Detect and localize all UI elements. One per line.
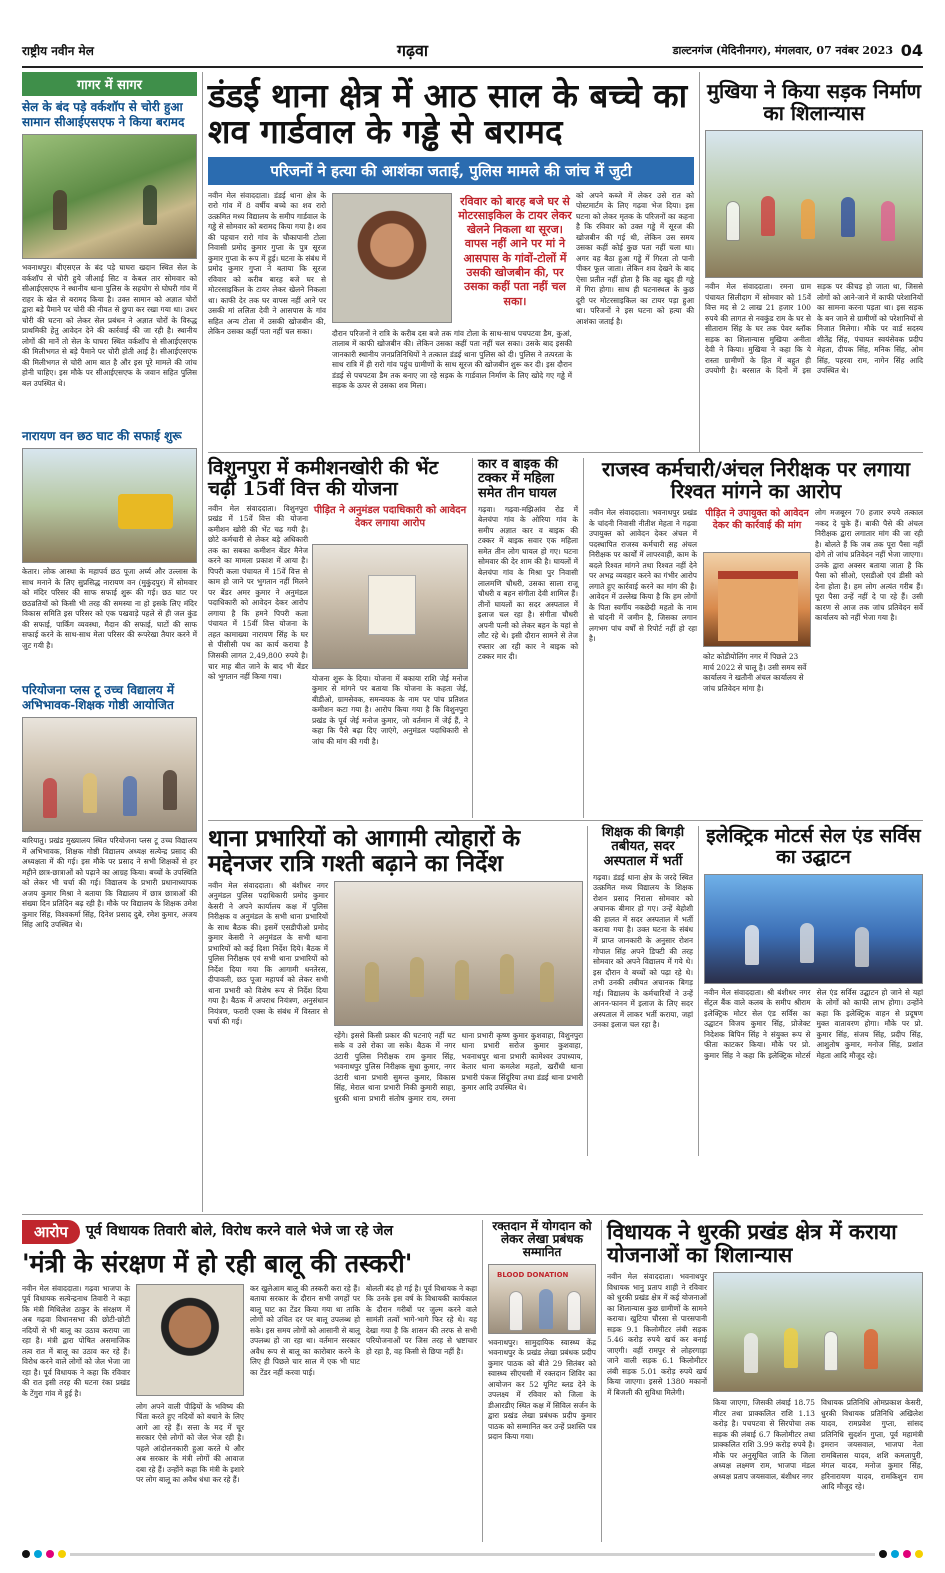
column-divider xyxy=(202,72,203,1212)
lead-body-col3: को अपने कब्जे में लेकर उसे रात को पोस्टमार्टम के लिए गढ़वा भेज दिया। इस घटना को लेकर मृतक के परिजनों का कहना है कि रविवार को उक्त गड्ढे में सूरज की खोजबीन की गई थी, लेकिन उस समय उसका कहीं कोई कुछ पता नहीं चला था। अगर वह बैठा हुआ गड्ढे में गिरता तो पानी पीकर फूल जाता। लेकिन शव देखने के बाद ऐसा प्रतीत नहीं होता है कि वह खुद ही गड्ढे में गिरा होगा। साथ ही घटनास्थल के कुछ दूरी पर मोटरसाइकिल का टायर पड़ा हुआ था। परिजनों ने इस घटना को हत्या की आशंका जताई है। xyxy=(576,190,694,326)
story-electric xyxy=(704,826,923,1156)
person-figure xyxy=(726,201,740,241)
person-figure xyxy=(800,923,814,963)
column-divider xyxy=(587,826,588,1156)
story-headline: राजस्व कर्मचारी/अंचल निरीक्षक पर लगाया रिश्वत मांगने का आरोप xyxy=(601,457,911,503)
person-figure xyxy=(841,197,855,237)
color-swatch xyxy=(46,1550,54,1558)
story-headline: परियोजना प्लस टू उच्च विद्यालय में अभिभावक-शिक्षक गोष्ठी आयोजित xyxy=(22,683,175,712)
photo-road-foundation xyxy=(705,130,923,278)
person-figure xyxy=(784,1328,798,1368)
story-body: लोग अपने वाली पीढ़ियों के भविष्य की चिंता करते हुए नदियों को बचाने के लिए आगे आ रहे हैं। सत्ता के मद में चूर सरकार ऐसे लोगों को जेल भेज रही है। पहले आंदोलनकारी हुआ करते थे और अब सरकार के मंत्री लोगों की आवाज दबा रहे हैं। उन्होंने कहा कि मंत्री के इशारे पर लोग बालू का अवैध धंधा कर रहे हैं। xyxy=(136,1401,244,1485)
person-figure xyxy=(43,778,57,818)
color-swatch xyxy=(22,1550,30,1558)
story-headline: विशुनपुरा में कमीशनखोरी की भेंट चढ़ी 15वीं वित्त की योजना xyxy=(208,457,439,500)
story-night-patrol xyxy=(208,826,583,1156)
person-figure xyxy=(410,957,424,997)
story-body: बोलती बंद हो गई है। पूर्व विधायक ने कहा कि उनके इस वर्ष के विधायकी कार्यकाल के दौरान गरीबों पर जुल्म करने वाले सामंती तत्वों भागे-भागे फिर रहे थे। यह देखा गया है कि शासन की तरफ से सभी परियोजनाओं पर जिस तरह से भ्रष्टाचार हो रहा है, वह किसी से छिपा नहीं है। xyxy=(366,1283,477,1356)
person-figure xyxy=(365,962,379,1002)
kicker-gagar-mein-sagar: गागर में सागर xyxy=(22,72,197,96)
story-body: नवीन मेल संवाददाता। विशुनपुरा प्रखंड में 15वें वित्त की योजना कमीशन खोरी की भेंट चढ़ गयी है। छोटे कर्मचारी से लेकर बड़े अधिकारी तक का सबका कमीशन बेंडर मैनेज करने का मामला प्रकाश में आया है। पिपरी कला पंचायत में 15वें वित्त से काम हो जाने पर भुगतान नहीं मिलने पर बेंडर अमर कुमार ने अनुमंडल पदाधिकारी को आवेदन देकर आरोप लगाया है कि हमने पिपरी कला पंचायत में 15वीं वित्त योजना के तहत कामाख्या नारायण सिंह के घर से पीसीसी पथ का कार्य कराया है जिसकी लागत 2,49,800 रुपये है। चार माह बीत जाने के बाद भी बेंडर को भुगतान नहीं किया गया। xyxy=(208,503,308,682)
photo-victim-boy xyxy=(332,193,452,323)
photo-felicitation xyxy=(488,1264,596,1334)
story-headline: नारायण वन छठ घाट की सफाई शुरू xyxy=(22,429,182,443)
color-swatch xyxy=(879,1550,887,1558)
person-figure xyxy=(540,962,554,1002)
story-night-patrol-body xyxy=(208,881,583,1149)
photo-showroom-inauguration xyxy=(704,874,923,984)
story-body: कर खुलेआम बालू की तस्करी करा रहे हैं। बताया सरकार के दौरान सभी जगहों पर बालू घाट का टेंडर किया गया था ताकि लोगों को उचित दर पर बालू उपलब्ध हो सके। इस समय लोगों को आसानी से बालू उपलब्ध हो जा रहा था। वर्तमान सरकार अवैध रूप से बालू का कारोबार करने के लिए ही पिछले चार साल में एक भी घाट का टेंडर नहीं करवा पाई। xyxy=(250,1283,360,1377)
story-body: भवनाथपुर। बीएसएल के बंद पड़े घाघरा खदान स्थित सेल के वर्कशॉप से चोरी हुये जीआई सिट व केबल तार सोमवार को सीआईएसएफ ने स्थानीय थाना पुलिस के सहयोग से घोघरी गांव में राहर के खेत से बरामद किया है। उक्त सामान को अज्ञात चोरों द्वारा बड़े पैमाने पर चोरी की नीयत से छुपा कर रखा गया था। उधर चोरी की घटना को लेकर सेल प्रबंधन ने अज्ञात चोरों के विरुद्ध प्राथमिकी हेतु आवेदन देने की कार्रवाई की जा रही है। स्थानीय लोगों की मानें तो सेल के घाघरा स्थित वर्कशॉप से सीआईएसएफ की मिलीभगत से बड़े पैमाने पर चोरी होती आई है। सीआईएसएफ की मिलीभगत से चोरी आम बात है और इस पूरे मामले की जांच होनी चाहिए। इस मौके पर सीआईएसएफ के जवान सहित पुलिस बल उपस्थित थे। xyxy=(22,263,197,388)
page-number: 04 xyxy=(900,40,923,60)
row-divider xyxy=(22,1214,923,1215)
person-figure xyxy=(744,1333,758,1373)
story-body: गढ़वा। डंडई थाना क्षेत्र के जरदे स्थित उत्क्रमित मध्य विद्यालय के शिक्षक रोशन प्रसाद निराला सोमवार को अचानक बीमार हो गए। उन्हें बेहोशी की हालत में सदर अस्पताल में भर्ती कराया गया है। उक्त घटना के संबंध में प्राप्त जानकारी के अनुसार रोशन गोपाल सिंह अपने डिफ्टी की तरह सोमवार को अपने विद्यालय में गये थे। इस दौरान वे बच्चों को पढ़ा रहे थे। तभी उनकी तबीयत अचानक बिगड़ गई। विद्यालय के कर्मचारियों ने उन्हें आनन-फानन में इलाज के लिए सदर अस्पताल में लाकर भर्ती कराया, जहां उनका इलाज चल रहा है। xyxy=(593,872,693,1030)
row-divider xyxy=(208,452,923,453)
person-figure xyxy=(509,1291,523,1331)
person-figure xyxy=(567,1291,581,1331)
story-body: किया जाएगा, जिसकी लंबाई 18.75 मीटर तथा प्राक्कलित राशि 1.13 करोड़ है। पचपटवा से सिरपोचा तक सड़क की लंबाई 6.7 किलोमीटर तथा प्राक्कलित राशि 3.99 करोड़ रुपये है। मौके पर अनुसूचित जाति के जिला अध्यक्ष लक्ष्मण राम, भाजपा मंडल अध्यक्ष प्रताप जयसवाल, बंशीधर नगर xyxy=(713,1398,815,1481)
column-divider xyxy=(482,1220,483,1542)
photo-complainant xyxy=(312,544,468,669)
photo-police-meeting xyxy=(334,881,583,1026)
document-shape xyxy=(368,575,416,635)
excavator-shape xyxy=(118,494,173,529)
building-shape xyxy=(718,571,798,641)
story-body: नवीन मेल संवाददाता। श्री बंशीधर नगर अनुमंडल पुलिस पदाधिकारी प्रमोद कुमार केसरी ने अपने कार्यालय कक्ष में पुलिस निरीक्षक व अनुमंडल के सभी थाना प्रभारियों के साथ बैठक की। इसमें एसडीपीओ प्रमोद कुमार केसरी ने अनुमंडल के सभी थाना प्रभारियों को कई दिशा निर्देश दिये। बैठक में पुलिस निरीक्षक एवं सभी थाना प्रभारियों को निर्देश दिया गया कि आगामी धनतेरस, दीपावली, छठ पूजा महापर्व को लेकर सभी थाना प्रभारी को विशेष रूप से निर्देश दिया गया है। बैठक में अपराध नियंत्रण, अनुसंधान नियंत्रण, फरारी एक्स के संबंध में विस्तार से चर्चा की गई। xyxy=(208,880,328,1027)
column-divider xyxy=(601,1220,602,1542)
photo-chhath-ghat xyxy=(22,448,197,563)
newspaper-brand: राष्ट्रीय नवीन मेल xyxy=(22,43,94,58)
story-callout: पीड़ित ने उपायुक्त को आवेदन देकर की कार्रवाई की मांग xyxy=(705,508,809,532)
story-headline: मुखिया ने किया सड़क निर्माण का शिलान्यास xyxy=(706,79,921,125)
left-column xyxy=(22,72,197,1212)
story-minister xyxy=(22,1220,477,1542)
story-headline: इलेक्ट्रिक मोटर्स सेल एंड सर्विस का उद्घाटन xyxy=(706,825,921,868)
story-blood-donation xyxy=(488,1220,596,1542)
story-mla xyxy=(607,1220,923,1542)
person-figure xyxy=(745,925,759,965)
person-figure xyxy=(801,199,815,239)
story-subhead: पूर्व विधायक तिवारी बोले, विरोध करने वाले भेजे जा रहे जेल xyxy=(85,1223,394,1240)
story-body: नवीन मेल संवाददाता। रमना ग्राम पंचायत सिलीदाग में सोमवार को 15वें वित्त मद से 2 लाख 21 हजार 100 रुपये की लागत से नवकुंड राम के घर से सीताराम सिंह के घर तक पेवर ब्लॉक सड़क का शिलान्यास मुखिया अनीता देवी ने किया। मुखिया ने कहा कि ये रास्ता ग्रामीणों के हित में बहुत ही उपयोगी है। बरसात के दिनों में इस सड़क पर कीचड़ हो जाता था, जिससे लोगों को आने-जाने में काफी परेशानियों का सामना करना पड़ता था। इस सड़क के बन जाने से ग्रामीणों को परेशानियों से निजात मिलेगा। मौके पर वार्ड सदस्य शीतेंद्र सिंह, पंचायत स्वयंसेवक प्रदीप मेहता, दीपक सिंह, मनिक सिंह, ओम सिंह, पहरवा राम, नागेन सिंह आदि उपस्थित थे। xyxy=(705,282,923,376)
story-mla-body xyxy=(607,1272,923,1534)
story-body: विधायक प्रतिनिधि ओमप्रकाश केसरी, धुरकी विधायक प्रतिनिधि अखिलेश यादव, रामप्रवेश गुप्ता, सांसद प्रतिनिधि सुदर्शन गुप्ता, पूर्व महामंत्री इमरान जयसवाल, भाजपा नेता रामबिलास यादव, शशि कमलापुरी, मंगल यादव, मनोज कुमार सिंह, हरिनारायण यादव, रामकिशुन राम आदि मौजूद रहे। xyxy=(821,1398,923,1492)
story-callout: पीड़ित ने अनुमंडल पदाधिकारी को आवेदन देकर लगाया आरोप xyxy=(313,504,467,529)
column-divider xyxy=(699,72,700,452)
story-body: नवीन मेल संवाददाता। भवनाथपुर विधायक भानु प्रताप शाही ने रविवार को धुरकी प्रखंड क्षेत्र में कई योजनाओं का शिलान्यास कुछ ग्रामीणों के सामने कराया। खुटिया चौरसा से पारसपानी सड़क 9.1 किलोमीटर लंबी सड़क 5.46 करोड़ रुपये खर्च कर बनाई जाएगी। वहीं रामपुर से लोहरगाड़ा जाने वाली सड़क 6.1 किलोमीटर लंबी सड़क 5.01 करोड़ रुपये खर्च किया जाएगा। इससे 1380 मकानों में बिजली की सुविधा मिलेगी। xyxy=(607,1272,707,1397)
person-figure xyxy=(864,1329,878,1369)
story-body: लोग मजबूरन 70 हजार रुपये तत्काल नकद दे चुके हैं। बाकी पैसे की अंचल निरीक्षक द्वारा लगातार मांग की जा रही है। बोलते हैं कि जब तक पूरा पैसा नहीं दोगे तो जांच प्रतिवेदन नहीं भेजा जाएगा। उनके द्वारा अक्सर बताया जाता है कि पैसा को सीओ, एसडीओ एवं डीसी को देना होता है। हम लोग अत्यंत गरीब हैं। पूरा पैसा उन्हें नहीं दे पा रहे हैं। उसी कारण से आज तक जांच प्रतिवेदन सर्वे कार्यालय को नहीं भेजा गया है। xyxy=(815,508,923,623)
story-headline: शिक्षक की बिगड़ी तबीयत, सदर अस्पताल में भर्ती xyxy=(601,825,685,869)
story-headline: थाना प्रभारियों को आगामी त्योहारों के मद्देनजर रात्रि गश्ती बढ़ाने का निर्देश xyxy=(208,825,521,878)
story-vishunpura-body xyxy=(208,504,468,804)
story-body: रहेंगे। इससे किसी प्रकार की घटनाएं नहीं घट सके व उसे रोका जा सके। बैठक में नगर उंटारी पुलिस निरीक्षक राम कुमार सिंह, भवनाथपुर पुलिस निरीक्षक सुधा कुमार, नगर उंटारी थाना प्रभारी सुमन्त कुमार, विकास सिंह, मेराल थाना प्रभारी निकी कुमारी साहा, धुरकी थाना प्रभारी संतोष कुमार राय, रमना थाना प्रभारी कृष्ण कुमार कुशवाहा, विशुनपुरा थाना प्रभारी सरोज कुमार कुशवाहा, भवनाथपुर थाना प्रभारी कामेश्वर उपाध्याय, केतार थाना कमलेश महतो, खरौंधी थाना प्रभारी पंकज सिंदूरिया तथा डंडई थाना प्रभारी कुमार आदि उपस्थित थे। xyxy=(334,1030,583,1103)
photo-banner-text: BLOOD DONATION xyxy=(497,1270,569,1279)
story-body: नवीन मेल संवाददाता। भवनाथपुर प्रखंड के चांदनी निवासी नीतीश मेहता ने गढ़वा उपायुक्त को आवेदन देकर अंचल में पदस्थापित राजस्व कर्मचारी सह अंचल निरीक्षक पर कार्यों में लापरवाही, काम के बदले रिश्वत मांगने तथा रिश्वत नहीं देने पर अभद्र व्यवहार करने का गंभीर आरोप लगाते हुए कार्रवाई करने का मांग की है। आवेदन में उल्लेख किया है कि हम लोगों के पिता स्वर्गीय नकछेदी महतो के नाम से चांदनी में जमीन है, जिसका लगान लगभग पांच वर्षों से रिपोर्ट नहीं हो रहा है। xyxy=(589,508,697,644)
person-figure xyxy=(455,960,469,1000)
story-body: भवनाथपुर। सामुदायिक स्वास्थ्य केंद्र भवनाथपुर के प्रखंड लेखा प्रबंधक प्रदीप कुमार पाठक को बीते 29 सितंबर को स्वास्थ्य सीएचसी में रक्तदान शिविर का आयोजन कर 52 यूनिट ब्लड देने के उपलक्ष्य में रविवार को जिला के डीआरडीए स्थित कक्ष में सिविल सर्जन के द्वारा प्रखंड लेखा प्रबंधक प्रदीप कुमार पाठक को सम्मानित कर उन्हें प्रशस्ति पत्र प्रदान किया गया। xyxy=(488,1337,596,1442)
strip-bar xyxy=(70,1553,875,1556)
story-minister-subhead-row xyxy=(22,1220,477,1244)
person-figure xyxy=(761,196,775,236)
lead-body-col2: दौरान परिजनों ने रात्रि के करीब दस बजे तक गांव टोला के साथ-साथ पचपटवा डैम, कुआं, तालाब में काफी खोजबीन की। लेकिन उसका कहीं पता नहीं चल सका। उसके बाद इसकी जानकारी स्थानीय जनप्रतिनिधियों ने तत्काल डंडई थाना पुलिस को दी। पुलिस ने तत्परता के साथ रात्रि में ही रारो गांव पहुंच ग्रामीणों के साथ सूरज की खोजबीन शुरू कर दी। इस दौरान डंडई से पचपटवा डैम तक बनाए जा रहे सड़क के गार्डवाल निर्माण के लिए खोदे गए गड्ढे में सड़क के ऊपर से उसका शव मिला। xyxy=(332,328,572,391)
story-accident xyxy=(478,458,578,818)
lead-story xyxy=(208,78,694,478)
story-body: केतार। लोक आस्था के महापर्व छठ पूजा अर्घ्य और उल्लास के साथ मनाने के लिए सुप्रसिद्ध नारायण वन (मुकुंदपुर) में सोमवार को मंदिर परिसर की साफ सफाई शुरू की गई। छठ घाट पर छठव्रतियों को किसी भी तरह की समस्या ना हो इसके लिए मंदिर विकास समिति इस परिसर को एक पखवाड़े पहले से ही जल कुंड की सफाई, पार्किंग व्यवस्था, मैदान की सफाई, घाटों की साफ सफाई करने के साथ-साथ मेला परिसर की रूपरेखा तैयार करने में जुट गयी है। xyxy=(22,567,197,650)
column-divider xyxy=(472,458,473,818)
person-figure xyxy=(123,776,137,816)
person-figure xyxy=(143,185,157,225)
person-figure xyxy=(881,201,895,241)
story-teacher xyxy=(593,826,693,1156)
story-revenue-body xyxy=(589,508,923,808)
person-figure xyxy=(539,1289,553,1329)
story-headline: रक्तदान में योगदान को लेकर लेखा प्रबंधक सम्मानित xyxy=(492,1219,592,1260)
column-divider xyxy=(698,826,699,1156)
person-figure xyxy=(855,927,869,967)
masthead xyxy=(22,36,923,64)
color-swatch xyxy=(915,1550,923,1558)
story-minister-body xyxy=(22,1284,477,1534)
lead-body-col1: नवीन मेल संवाददाता। डंडई थाना क्षेत्र के रारो गांव में 8 वर्षीय बच्चे का शव रारो उत्क्रमित मध्य विद्यालय के समीप गार्डवाल के गड्ढे से सोमवार को बरामद किया गया है। शव की पहचान रारो गांव के चौकापानी टोला निवासी प्रमोद कुमार गुप्ता के पुत्र सूरज कुमार गुप्ता के रूप में हुई। घटना के संबंध में प्रमोद कुमार गुप्ता ने बताया कि सूरज रविवार को करीब बारह बजे घर से मोटरसाइकिल के टायर लेकर खेलने निकला था। काफी देर तक घर वापस नहीं आने पर उसकी मां ललिता देवी ने आसपास के गांव सहित अन्य टोला में उसकी खोजबीन की, लेकिन उसका कहीं पता नहीं चल सका। xyxy=(208,190,326,337)
story-headline: 'मंत्री के संरक्षण में हो रही बालू की तस्करी' xyxy=(22,1249,413,1278)
photo-parent-teacher-meeting xyxy=(22,717,197,832)
color-swatch xyxy=(891,1550,899,1558)
story-body: नवीन मेल संवाददाता। श्री बंशीधर नगर सेंट्रल बैंक वाले कलब के समीप श्रीराम इलेक्ट्रिक मोटर सेल एंड सर्विस का उद्घाटन विजय कुमार सिंह, प्रोजेक्ट निदेशक बिपिन सिंह ने संयुक्त रूप से फीता काटकर किया। मौके पर प्रो. कुमार सिंह ने कहा कि इलेक्ट्रिक मोटर्स सेल एंड सर्विस उद्घाटन हो जाने से यहां के लोगों को काफी लाभ होगा। उन्होंने कहा कि इलेक्ट्रिक वाहन से प्रदूषण मुक्त वातावरण होगा। मौके पर प्रो. कुमार सिंह, संजय सिंह, प्रदीप सिंह, आशुतोष कुमार, मनोज सिंह, प्रशांत मेहता आदि मौजूद रहे। xyxy=(704,987,923,1060)
person-figure xyxy=(824,1331,838,1371)
photo-mla-foundation xyxy=(713,1272,923,1392)
color-swatch xyxy=(34,1550,42,1558)
lead-body-row xyxy=(208,190,694,391)
story-headline: विधायक ने धुरकी प्रखंड क्षेत्र में कराया योजनाओं का शिलान्यास xyxy=(607,1219,897,1268)
color-registration-strip xyxy=(22,1548,923,1560)
tag-allegation: आरोप xyxy=(22,1220,80,1244)
lead-callout: रविवार को बारह बजे घर से मोटरसाइकिल के टायर लेकर खेलने निकला था सूरज। वापस नहीं आने पर मां ने आसपास के गांवों-टोलों में उसकी खोजबीन की, पर उसका कहीं पता नहीं चल सका। xyxy=(458,194,572,308)
story-body: गढ़वा। गढ़वा-मझिआंव रोड में बेलचंपा गांव के ओरिया गांव के समीप अज्ञात कार व बाइक की टक्कर में बाइक सवार एक महिला समेत तीन लोग घायल हो गए। घटना सोमवार की देर शाम की है। घायलों में बेलचंपा गांव के मिश्रा पुर निवासी लालमणि चौधरी, उसका साला राजू चौधरी व बहन संगीता देवी शामिल हैं। तीनों घायलों का सदर अस्पताल में इलाज चल रहा है। संगीता चौधरी अपनी पत्नी को लेकर बहन के यहां से लौट रहे थे। इसी दौरान सामने से तेज रफ्तार आ रही कार ने बाइक को टक्कर मार दी। xyxy=(478,504,578,662)
right-top-story xyxy=(705,80,923,450)
lead-headline: डंडई थाना क्षेत्र में आठ साल के बच्चे का शव गार्डवाल के गड्ढे से बरामद xyxy=(208,76,688,152)
story-headline: कार व बाइक की टक्कर में महिला समेत तीन घायल xyxy=(478,457,558,501)
story-caption: कोट कोडीयोलिंग नगर में पिछले 23 मार्च 2022 से चालू है। उसी समय सर्वे कार्यालय ने खतौनी अंचल कार्यालय से जांच प्रतिवेदन मांगा है। xyxy=(703,652,807,693)
person-figure xyxy=(53,190,67,230)
story-revenue xyxy=(589,458,923,818)
story-vishunpura xyxy=(208,458,468,818)
lead-deck: परिजनों ने हत्या की आशंका जताई, पुलिस मामले की जांच में जुटी xyxy=(208,157,694,185)
story-headline: सेल के बंद पड़े वर्कशॉप से चोरी हुआ सामान सीआईएसएफ ने किया बरामद xyxy=(22,100,185,129)
color-swatch xyxy=(58,1550,66,1558)
row-divider xyxy=(208,820,923,821)
story-body: नवीन मेल संवाददाता। गढ़वा भाजपा के पूर्व विधायक सत्येन्द्रनाथ तिवारी ने कहा कि मंत्री मिथिलेश ठाकुर के संरक्षण में अब गढ़वा विधानसभा की छोटी-छोटी नदियों से भी बालू का उठाव कराया जा रहा है। मंत्री द्वारा पोषित असमाजिक तत्व रात में बालू का उठाव कर रहे हैं। विरोध करने वाले लोगों को जेल भेजा जा रहा है। पूर्व विधायक ने कहा कि रविवार की रात इसी तरह की घटना रंका प्रखंड के टेंगुरा गांव में हुई है। xyxy=(22,1283,130,1398)
person-figure xyxy=(500,954,514,994)
column-divider xyxy=(583,458,584,818)
masthead-rule xyxy=(22,66,923,68)
story-body: बारियातु। प्रखंड मुख्यालय स्थित परियोजना प्लस टू उच्च विद्यालय में अभिभावक, शिक्षक गोष्ठी विद्यालय अध्यक्ष सत्येन्द्र प्रसाद की अध्यक्षता में की गई। इस मौके पर प्रसाद ने सभी शिक्षकों से हर महीने छात्र-छात्राओं को पढ़ाने का आग्रह किया। बच्चों के उपस्थिति को लेकर भी चर्चा की गई। विद्यालय के प्रभारी प्रधानाध्यापक अजय कुमार मिश्रा ने बताया कि विद्यालय में छात्र छात्राओं की संख्या दिन प्रतिदिन बढ़ रही है। मौके पर विद्यालय के शिक्षक उमेश कुमार सिंह, विश्वकर्मा सिंह, दिनेश प्रसाद दुबे, रमेश कुमार, अजय सिंह आदि उपस्थित थे। xyxy=(22,836,197,930)
dateline: डाल्टनगंज (मेदिनीनगर), मंगलवार, 07 नवंबर 2023 xyxy=(672,43,893,57)
person-figure xyxy=(83,773,97,813)
photo-office-building xyxy=(703,552,811,647)
photo-recovered-goods xyxy=(22,134,197,259)
photo-former-mla xyxy=(136,1284,244,1396)
color-swatch xyxy=(903,1550,911,1558)
story-body: योजना शुरू के दिया। योजना में बकाया राशि जेई मनोज कुमार से मांगने पर बताया कि योजना के कहता जेई, बीडीओ, ग्रामसेवक, समन्वयक के नाम पर पांच प्रतिशत कमीशन कटा गया है। आरोप किया गया है कि विशुनपुरा प्रखंड के पूर्व जेई मनोज कुमार, जो वर्तमान में जेई हैं, ने कहा कि पैसे बढ़ा दिए जाएंगे, अनुमंडल पदाधिकारी से जांच की मांग की गयी है। xyxy=(312,673,468,746)
section-title: गढ़वा xyxy=(396,41,429,60)
person-figure xyxy=(163,770,177,810)
